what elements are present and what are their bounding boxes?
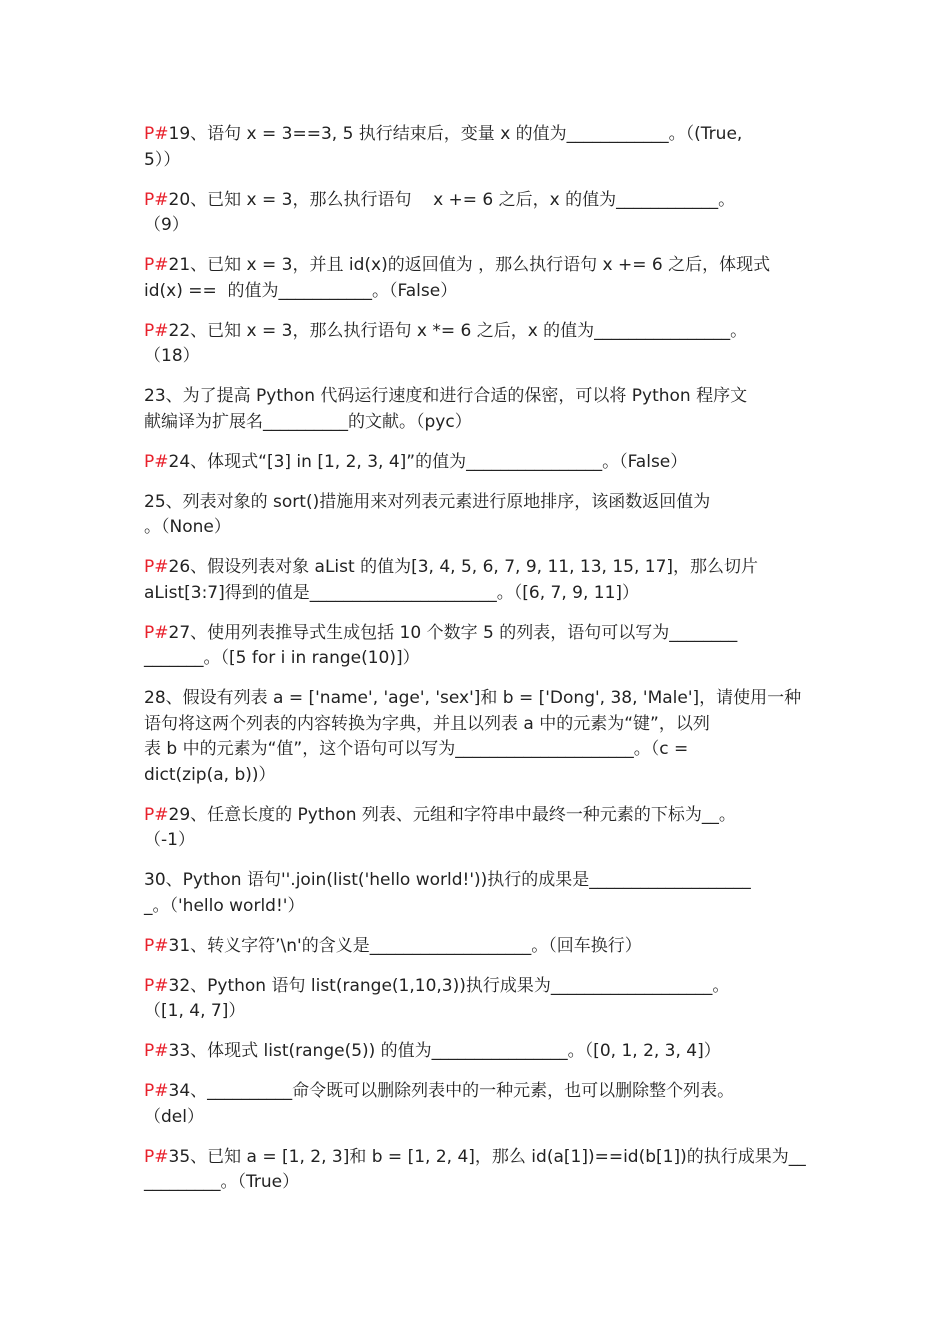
- question-line: [144, 555, 812, 581]
- question-line: [144, 763, 812, 789]
- question-prefix: P#: [144, 451, 169, 472]
- question-item: [144, 1039, 812, 1065]
- question-text: 。（None）: [144, 517, 231, 537]
- question-text: 29、任意长度的 Python 列表、元组和字符串中最终一种元素的下标为__。: [168, 804, 736, 825]
- question-list: [144, 122, 812, 1196]
- question-text: _。（'hello world!'）: [144, 895, 305, 916]
- question-text: （[1, 4, 7]）: [144, 1001, 246, 1021]
- question-prefix: P#: [144, 1041, 169, 1061]
- question-prefix: P#: [144, 935, 169, 956]
- question-text: 20、已知 x = 3，那么执行语句 x += 6 之后，x 的值为____________。: [168, 189, 736, 210]
- question-text: 21、已知 x = 3，并且 id(x)的返回值为 ，那么执行语句 x += 6 之后，体现式: [168, 255, 771, 275]
- question-prefix: P#: [144, 622, 169, 643]
- question-line: [144, 319, 812, 345]
- question-text: aList[3:7]得到的值是______________________。（[6, 7, 9, 11]）: [144, 582, 640, 603]
- question-item: [144, 621, 812, 672]
- question-item: [144, 188, 812, 239]
- question-line: [144, 686, 812, 712]
- question-text: _______。（[5 for i in range(10)]）: [144, 648, 420, 668]
- question-text: （9）: [144, 215, 189, 235]
- question-item: [144, 490, 812, 541]
- question-text: 23、为了提高 Python 代码运行速度和进行合适的保密，可以将 Python 程序文: [144, 386, 748, 406]
- question-line: [144, 828, 812, 854]
- question-prefix: P#: [144, 1081, 169, 1101]
- question-line: [144, 384, 812, 410]
- question-prefix: P#: [144, 124, 169, 144]
- question-text: dict(zip(a, b))）: [144, 764, 276, 785]
- document-page: [144, 122, 812, 1210]
- question-item: [144, 974, 812, 1025]
- question-item: [144, 450, 812, 476]
- question-text: （-1）: [144, 830, 195, 850]
- question-text: 26、假设列表对象 aList 的值为[3, 4, 5, 6, 7, 9, 11, 13, 15, 17]，那么切片: [168, 557, 759, 577]
- question-item: [144, 253, 812, 304]
- question-item: [144, 319, 812, 370]
- question-line: [144, 1170, 812, 1196]
- question-line: [144, 213, 812, 239]
- question-text: 35、已知 a = [1, 2, 3]和 b = [1, 2, 4]，那么 id(a[1])==id(b[1])的执行成果为__: [168, 1146, 806, 1167]
- question-text: （del）: [144, 1106, 204, 1127]
- question-item: [144, 803, 812, 854]
- question-text: 32、Python 语句 list(range(1,10,3))执行成果为___________________。: [168, 975, 730, 996]
- question-text: 27、使用列表推导式生成包括 10 个数字 5 的列表，语句可以写为________: [168, 622, 738, 643]
- question-prefix: P#: [144, 320, 169, 341]
- question-line: [144, 122, 812, 148]
- question-line: [144, 344, 812, 370]
- question-text: 33、体现式 list(range(5)) 的值为________________。（[0, 1, 2, 3, 4]）: [168, 1041, 721, 1061]
- question-line: [144, 1039, 812, 1065]
- question-line: [144, 515, 812, 541]
- question-line: [144, 490, 812, 516]
- question-item: [144, 122, 812, 173]
- question-line: [144, 621, 812, 647]
- question-prefix: P#: [144, 1146, 169, 1167]
- question-text: 5））: [144, 149, 181, 170]
- question-line: [144, 581, 812, 607]
- question-line: [144, 1105, 812, 1131]
- question-text: 25、列表对象的 sort()措施用来对列表元素进行原地排序，该函数返回值为: [144, 491, 711, 512]
- question-line: [144, 894, 812, 920]
- question-line: [144, 410, 812, 436]
- question-line: [144, 253, 812, 279]
- question-text: 28、假设有列表 a = ['name', 'age', 'sex']和 b = ['Dong', 38, 'Male']，请使用一种: [144, 688, 802, 708]
- question-line: [144, 868, 812, 894]
- question-line: [144, 803, 812, 829]
- question-line: [144, 999, 812, 1025]
- question-item: [144, 686, 812, 788]
- question-text: 22、已知 x = 3，那么执行语句 x *= 6 之后，x 的值为________________。: [168, 320, 748, 341]
- question-prefix: P#: [144, 804, 169, 825]
- question-line: [144, 188, 812, 214]
- question-line: [144, 450, 812, 476]
- question-line: [144, 712, 812, 738]
- question-line: [144, 974, 812, 1000]
- question-text: id(x) == 的值为___________。（False）: [144, 280, 458, 301]
- question-prefix: P#: [144, 557, 169, 577]
- question-line: [144, 1079, 812, 1105]
- question-item: [144, 384, 812, 435]
- question-line: [144, 279, 812, 305]
- question-item: [144, 555, 812, 606]
- question-text: 19、语句 x = 3==3, 5 执行结束后，变量 x 的值为____________。（(True,: [168, 124, 743, 144]
- question-text: 献编译为扩展名__________的文献。（pyc）: [144, 411, 472, 432]
- question-line: [144, 934, 812, 960]
- question-text: （18）: [144, 346, 200, 366]
- question-item: [144, 868, 812, 919]
- question-prefix: P#: [144, 255, 169, 275]
- question-line: [144, 737, 812, 763]
- question-line: [144, 148, 812, 174]
- question-prefix: P#: [144, 975, 169, 996]
- question-text: 表 b 中的元素为“值”，这个语句可以写为_____________________。（c =: [144, 739, 689, 759]
- question-text: 24、体现式“[3] in [1, 2, 3, 4]”的值为________________。（False）: [168, 451, 688, 472]
- question-text: _________。（True）: [144, 1172, 300, 1192]
- question-text: 语句将这两个列表的内容转换为字典，并且以列表 a 中的元素为“键”，以列: [144, 713, 710, 734]
- question-text: 30、Python 语句''.join(list('hello world!'))执行的成果是___________________: [144, 870, 751, 890]
- question-item: [144, 1079, 812, 1130]
- question-line: [144, 1145, 812, 1171]
- question-text: 31、转义字符’\n'的含义是___________________。（回车换行）: [168, 935, 642, 956]
- question-line: [144, 646, 812, 672]
- question-text: 34、__________命令既可以删除列表中的一种元素，也可以删除整个列表。: [168, 1081, 735, 1101]
- question-item: [144, 934, 812, 960]
- question-prefix: P#: [144, 189, 169, 210]
- question-item: [144, 1145, 812, 1196]
